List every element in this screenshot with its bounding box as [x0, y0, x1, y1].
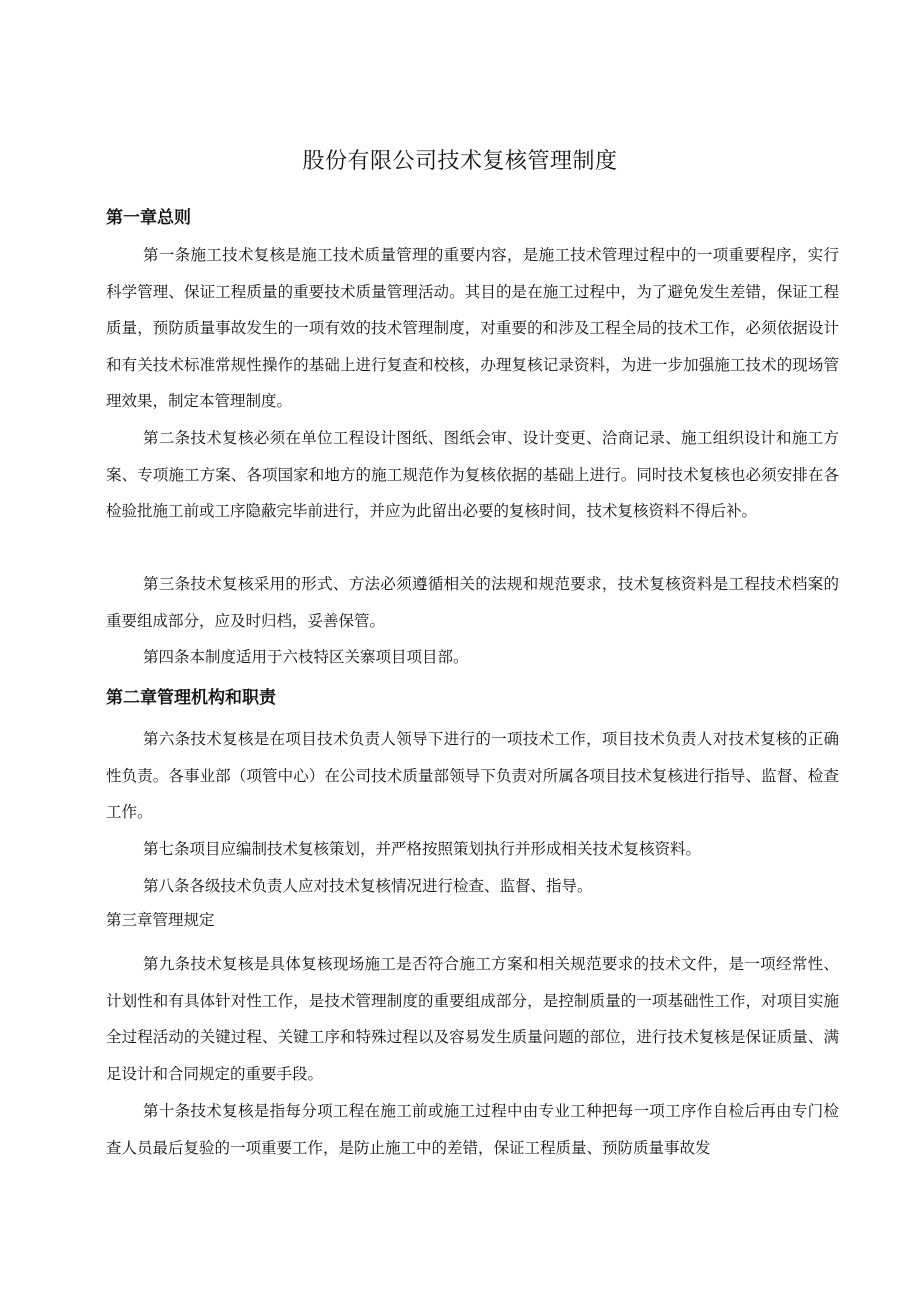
article-9: 第九条技术复核是具体复核现场施工是否符合施工方案和相关规范要求的技术文件，是一项经常性、计划性和有具体针对性工作，是技术管理制度的重要组成部分，是控制质量的一项基础性工作，对项目实施全过程活动的关键过程、关键工序和特殊过程以及容易发生质量问题的部位，进行技术复核是保证质量、满足设计和合同规定的重要手段。: [106, 955, 839, 1083]
article-8: 第八条各级技术负责人应对技术复核情况进行检查、监督、指导。: [143, 877, 593, 895]
chapter-2-heading: 第二章管理机构和职责: [106, 688, 276, 708]
article-3: 第三条技术复核采用的形式、方法必须遵循相关的法规和规范要求，技术复核资料是工程技术档案的重要组成部分，应及时归档，妥善保管。: [106, 575, 839, 630]
article-4: 第四条本制度适用于六枝特区关寨项目项目部。: [143, 648, 469, 666]
article-1: 第一条施工技术复核是施工技术质量管理的重要内容，是施工技术管理过程中的一项重要程序，实行科学管理、保证工程质量的重要技术质量管理活动。其目的是在施工过程中，为了避免发生差错，保证工程质量，预防质量事故发生的一项有效的技术管理制度，对重要的和涉及工程全局的技术工作，必须依据设计和有关技术标准常规性操作的基础上进行复查和校核，办理复核记录资料，为进一步加强施工技术的现场管理效果，制定本管理制度。: [106, 246, 839, 410]
article-2: 第二条技术复核必须在单位工程设计图纸、图纸会审、设计变更、洽商记录、施工组织设计和施工方案、专项施工方案、各项国家和地方的施工规范作为复核依据的基础上进行。同时技术复核也必须安排在各检验批施工前或工序隐蔽完毕前进行，并应为此留出必要的复核时间，技术复核资料不得后补。: [106, 429, 839, 520]
article-10: 第十条技术复核是指每分项工程在施工前或施工过程中由专业工种把每一项工序作自检后再由专门检查人员最后复验的一项重要工作，是防止施工中的差错，保证工程质量、预防质量事故发: [106, 1102, 839, 1157]
document-title: 股份有限公司技术复核管理制度: [302, 149, 618, 174]
article-6: 第六条技术复核是在项目技术负责人领导下进行的一项技术工作，项目技术负责人对技术复核的正确性负责。各事业部（项管中心）在公司技术质量部领导下负责对所属各项目技术复核进行指导、监督、检查工作。: [106, 730, 839, 821]
chapter-3-heading: 第三章管理规定: [106, 911, 215, 929]
chapter-1-heading: 第一章总则: [106, 208, 191, 228]
article-7: 第七条项目应编制技术复核策划，并严格按照策划执行并形成相关技术复核资料。: [143, 840, 702, 858]
